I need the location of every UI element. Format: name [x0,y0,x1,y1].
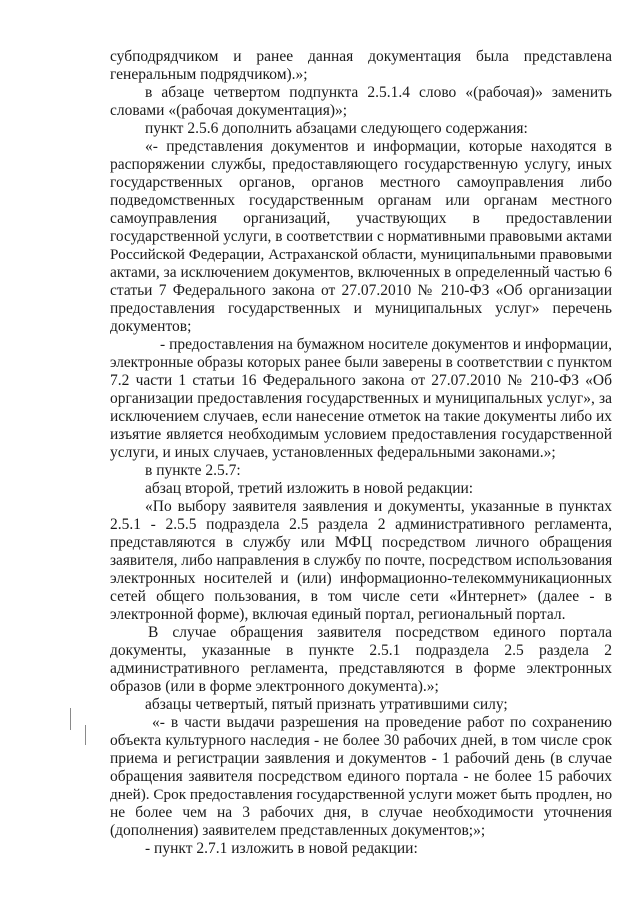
text-line: образов (или в форме электронного документа).»; [110,678,439,695]
text-line: услуги, и иных случаев, установленных федеральными законами.»; [110,444,556,461]
text-line: 7.2 части 1 статьи 16 Федерального закона от 27.07.2010 № 210-ФЗ «Об [110,372,612,389]
scan-mark [85,725,86,745]
text-line: документов; [110,318,192,335]
text-line: не более чем на 3 рабочих дня, в случае необходимости уточнения [110,804,612,821]
text-line: распоряжении службы, предоставляющего государственную услугу, иных [110,156,612,173]
text-line: предоставления государственных и муниципальных услуг» перечень [110,300,612,317]
text-line: словами «(рабочая документация)»; [110,102,348,119]
text-line: - пункт 2.7.1 изложить в новой редакции: [145,840,418,857]
text-line: в пункте 2.5.7: [145,462,241,479]
text-line: «- в части выдачи разрешения на проведение работ по сохранению [152,714,612,731]
text-line: обращения заявителя посредством единого портала - не более 15 рабочих [110,768,612,785]
text-line: административного регламента, представляются в форме электронных [110,660,612,677]
text-line: изъятие является необходимым условием предоставления государственной [110,426,612,443]
text-line: абзацы четвертый, пятый признать утратившими силу; [145,696,508,713]
text-line: электронных носителей и (или) информационно-телекоммуникационных [110,570,612,587]
text-line: абзац второй, третий изложить в новой редакции: [145,480,474,497]
text-line: 2.5.1 - 2.5.5 подраздела 2.5 раздела 2 административного регламента, [110,516,612,533]
text-line: сетей общего пользования, в том числе сети «Интернет» (далее - в [110,588,612,605]
text-line: представляются в службу или МФЦ посредством личного обращения [110,534,612,551]
text-line: Российской Федерации, Астраханской области, муниципальными правовыми [110,246,612,263]
text-line: электронные образы которых ранее были заверены в соответствии с пунктом [110,354,612,371]
text-line: «- представления документов и информации, которые находятся в [145,138,612,155]
text-line: организации предоставления государственных и муниципальных услуг», за [110,390,612,407]
text-line: пункт 2.5.6 дополнить абзацами следующего содержания: [145,120,528,137]
text-line: В случае обращения заявителя посредством единого портала [148,624,612,641]
text-line: «По выбору заявителя заявления и документы, указанные в пунктах [145,498,612,515]
text-line: самоуправления организаций, участвующих в предоставлении [110,210,612,227]
text-line: субподрядчиком и ранее данная документация была представлена [110,48,612,65]
text-line: государственной услуги, в соответствии с нормативными правовыми актами [110,228,612,245]
text-line: электронной форме), включая единый портал, региональный портал. [110,606,566,623]
text-line: приема и регистрации заявления и документов - 1 рабочий день (в случае [110,750,612,767]
text-line: исключением случаев, если нанесение отметок на такие документы либо их [110,408,612,425]
text-line: в абзаце четвертом подпункта 2.5.1.4 слово «(рабочая)» заменить [145,84,612,101]
text-line: дней). Срок предоставления государственной услуги может быть продлен, но [110,786,613,803]
text-line: объекта культурного наследия - не более 30 рабочих дней, в том числе срок [110,732,612,749]
text-line: (дополнения) заявителем представленных документов;»; [110,822,486,839]
text-line: подведомственных государственным органам или органам местного [110,192,612,209]
text-line: - предоставления на бумажном носителе документов и информации, [160,336,612,353]
text-line: документы, указанные в пункте 2.5.1 подраздела 2.5 раздела 2 [110,642,612,659]
text-line: генеральным подрядчиком).»; [110,66,308,83]
text-line: актами, за исключением документов, включенных в определенный частью 6 [110,264,612,281]
text-line: заявителя, либо направления в службу по почте, посредством использования [110,552,613,569]
text-line: государственных органов, органов местного самоуправления либо [110,174,612,191]
scan-mark [70,708,71,730]
text-line: статьи 7 Федерального закона от 27.07.2010 № 210-ФЗ «Об организации [110,282,612,299]
